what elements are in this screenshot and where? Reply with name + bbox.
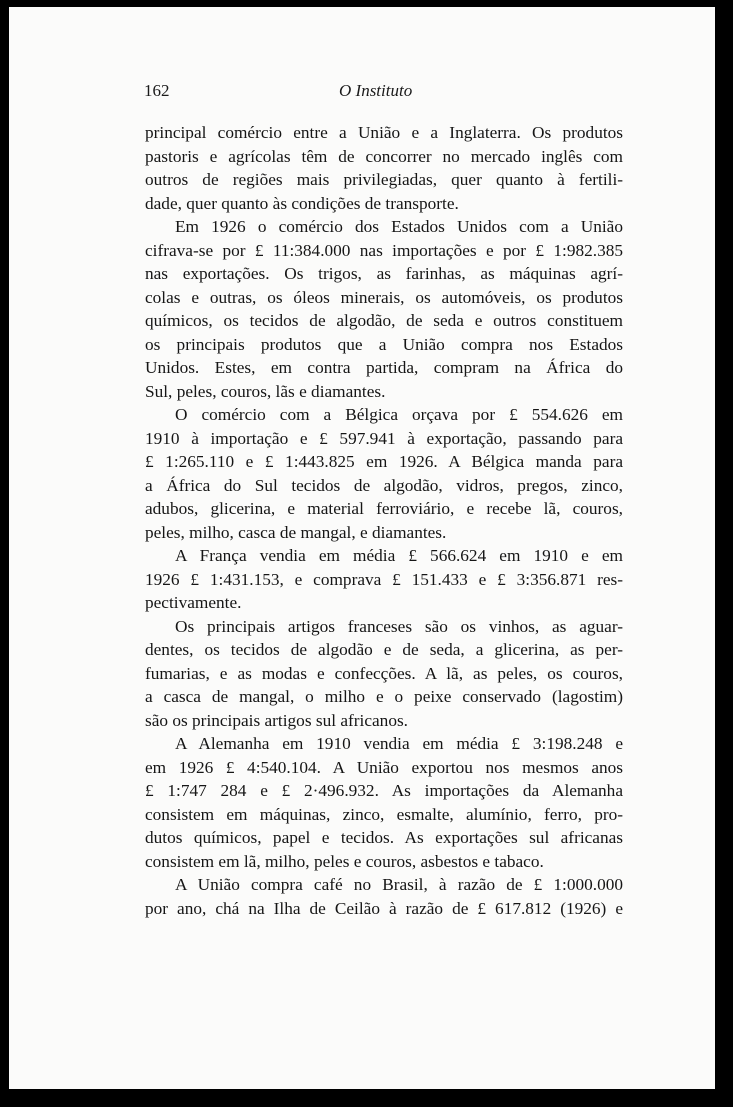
text-line: químicos, os tecidos de algodão, de seda e outros constituem — [145, 311, 623, 330]
text-line: a África do Sul tecidos de algodão, vidros, pregos, zinco, — [145, 475, 623, 495]
book-page — [9, 7, 715, 1089]
text-line: cifrava-se por £ 11:384.000 nas importações e por £ 1:982.385 — [145, 240, 623, 260]
text-line: nas exportações. Os trigos, as farinhas, as máquinas agrí- — [145, 264, 623, 283]
text-line: 1910 à importação e £ 597.941 à exportação, passando para — [145, 428, 623, 448]
paragraph — [145, 732, 623, 873]
text-line: em 1926 £ 4:540.104. A União exportou nos mesmos anos — [145, 757, 623, 777]
text-line: £ 1:747 284 e £ 2·496.932. As importações da Alemanha — [145, 781, 623, 800]
text-line: outros de regiões mais privilegiadas, quer quanto à fertili- — [145, 170, 623, 189]
text-line: dutos químicos, papel e tecidos. As exportações sul africanas — [145, 828, 623, 847]
text-line: consistem em lã, milho, peles e couros, asbestos e tabaco. — [145, 851, 544, 871]
text-line: peles, milho, casca de mangal, e diamantes. — [145, 522, 447, 542]
running-title: O Instituto — [339, 81, 413, 100]
text-line: Unidos. Estes, em contra partida, compram na África do — [145, 358, 623, 377]
text-line: O comércio com a Bélgica orçava por £ 554.626 em — [175, 405, 623, 424]
paragraph — [145, 873, 623, 920]
text-line: dentes, os tecidos de algodão e de seda, a glicerina, as per- — [145, 640, 623, 659]
paragraph — [145, 544, 623, 615]
text-line: £ 1:265.110 e £ 1:443.825 em 1926. A Bélgica manda para — [145, 452, 623, 471]
text-line: Em 1926 o comércio dos Estados Unidos com a União — [175, 217, 623, 236]
paragraph — [145, 215, 623, 403]
text-line: os principais produtos que a União compra nos Estados — [145, 334, 623, 354]
text-line: A Alemanha em 1910 vendia em média £ 3:198.248 e — [175, 734, 623, 753]
page-header — [9, 77, 715, 103]
page-number: 162 — [144, 81, 170, 100]
text-line: Os principais artigos franceses são os vinhos, as aguar- — [175, 616, 623, 636]
text-line: A União compra café no Brasil, à razão de £ 1:000.000 — [175, 875, 623, 894]
text-line: por ano, chá na Ilha de Ceilão à razão de £ 617.812 (1926) e — [145, 898, 623, 918]
text-line: a casca de mangal, o milho e o peixe conservado (lagostim) — [145, 687, 623, 706]
paragraph — [145, 615, 623, 733]
text-line: consistem em máquinas, zinco, esmalte, alumínio, ferro, pro- — [145, 804, 623, 824]
text-line: fumarias, e as modas e confecções. A lã, as peles, os couros, — [145, 663, 623, 683]
text-line: adubos, glicerina, e material ferroviário, e recebe lã, couros, — [145, 499, 623, 518]
text-line: colas e outras, os óleos minerais, os automóveis, os produtos — [145, 287, 623, 307]
paragraph — [145, 403, 623, 544]
text-line: principal comércio entre a União e a Inglaterra. Os produtos — [145, 123, 623, 142]
text-line: Sul, peles, couros, lãs e diamantes. — [145, 381, 386, 401]
text-line: são os principais artigos sul africanos. — [145, 710, 408, 730]
text-line: dade, quer quanto às condições de transporte. — [145, 193, 459, 213]
text-line: pectivamente. — [145, 593, 242, 612]
body-text — [145, 121, 623, 920]
text-line: 1926 £ 1:431.153, e comprava £ 151.433 e £ 3:356.871 res- — [145, 569, 623, 589]
text-line: pastoris e agrícolas têm de concorrer no mercado inglês com — [145, 146, 623, 166]
text-line: A França vendia em média £ 566.624 em 1910 e em — [175, 546, 623, 565]
paragraph — [145, 121, 623, 215]
